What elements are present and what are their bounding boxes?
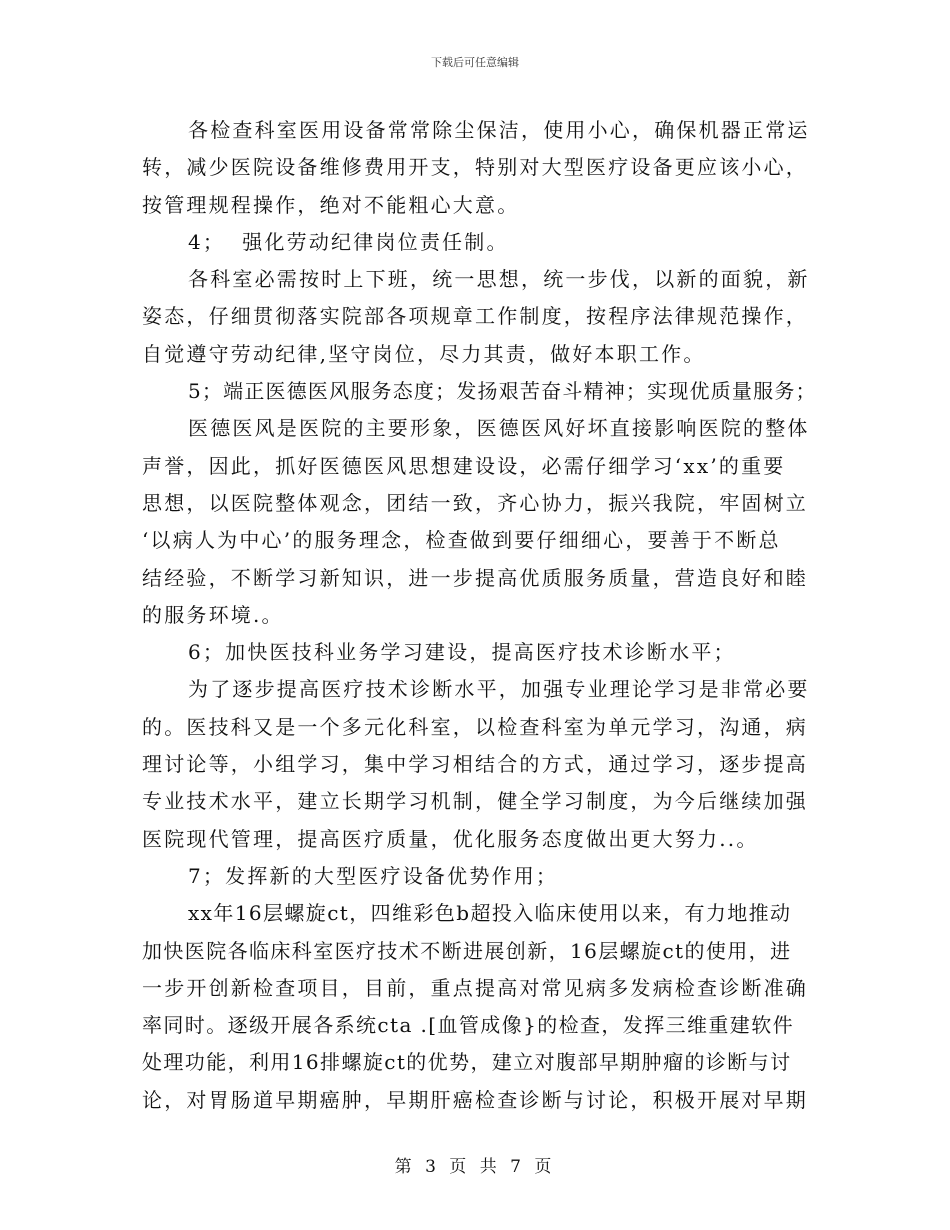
text-line: 思想，以医院整体观念，团结一致，齐心协力，振兴我院，牢固树立 <box>142 490 808 515</box>
text-line: 理讨论等，小组学习，集中学习相结合的方式，通过学习，逐步提高 <box>142 752 808 777</box>
text-line: 自觉遵守劳动纪律,坚守岗位，尽力其责，做好本职工作。 <box>142 341 706 366</box>
text-line: 结经验，不断学习新知识，进一步提高优质服务质量，营造良好和睦 <box>142 565 808 590</box>
text-line: 按管理规程操作，绝对不能粗心大意。 <box>142 192 520 217</box>
text-line: 专业技术水平，建立长期学习机制，健全学习制度，为今后继续加强 <box>142 789 808 814</box>
text-line: ‘以病人为中心’的服务理念，检查做到要仔细细心，要善于不断总 <box>142 528 781 553</box>
paragraph <box>142 261 832 373</box>
paragraph <box>142 671 832 857</box>
text-line: 医德医风是医院的主要形象，医德医风好坏直接影响医院的整体 <box>188 416 810 441</box>
text-line: 6；加快医技科业务学习建设，提高医疗技术诊断水平； <box>188 640 736 665</box>
text-line: 一步开创新检查项目，目前，重点提高对常见病多发病检查诊断准确 <box>142 975 808 1000</box>
text-line: 各检查科室医用设备常常除尘保洁，使用小心，确保机器正常运 <box>188 118 810 142</box>
text-line: xx年16层螺旋ct，四维彩色b超投入临床使用以来，有力地推动 <box>188 901 792 926</box>
paragraph <box>142 112 832 224</box>
text-line: 处理功能，利用16排螺旋ct的优势，建立对腹部早期肿瘤的诊断与讨 <box>142 1050 792 1075</box>
page-header: 下载后可任意编辑 <box>431 56 519 69</box>
text-line: 各科室必需按时上下班，统一思想，统一步伐，以新的面貌，新 <box>188 267 810 292</box>
paragraph <box>142 895 832 1119</box>
text-line: 为了逐步提高医疗技术诊断水平，加强专业理论学习是非常必要 <box>188 677 810 702</box>
text-line: 4； 强化劳动纪律岗位责任制。 <box>188 229 509 254</box>
text-line: 率同时。逐级开展各系统cta .[血管成像}的检查，发挥三维重建软件 <box>142 1013 795 1038</box>
text-line: 医院现代管理，提高医疗质量，优化服务态度做出更大努力..。 <box>142 826 759 851</box>
section-heading <box>142 224 832 261</box>
section-heading <box>142 373 832 410</box>
text-line: 7；发挥新的大型医疗设备优势作用； <box>188 863 559 888</box>
text-line: 声誉，因此，抓好医德医风思想建设设，必需仔细学习‘xx’的重要 <box>142 453 786 478</box>
page-number-footer: 第 3 页 共 7 页 <box>394 1157 556 1177</box>
section-heading <box>142 634 832 671</box>
text-line: 论，对胃肠道早期癌肿，早期肝癌检查诊断与讨论，积极开展对早期 <box>142 1087 808 1112</box>
text-line: 5；端正医德医风服务态度；发扬艰苦奋斗精神；实现优质量服务； <box>188 379 817 404</box>
paragraph <box>142 410 832 634</box>
document-body <box>142 112 832 1119</box>
text-line: 姿态，仔细贯彻落实院部各项规章工作制度，按程序法律规范操作， <box>142 304 808 329</box>
text-line: 的服务环境.。 <box>142 602 284 627</box>
text-line: 的。医技科又是一个多元化科室，以检查科室为单元学习，沟通，病 <box>142 714 808 739</box>
section-heading <box>142 858 832 895</box>
text-line: 加快医院各临床科室医疗技术不断进展创新，16层螺旋ct的使用，进 <box>142 938 792 963</box>
text-line: 转，减少医院设备维修费用开支，特别对大型医疗设备更应该小心， <box>142 155 808 180</box>
